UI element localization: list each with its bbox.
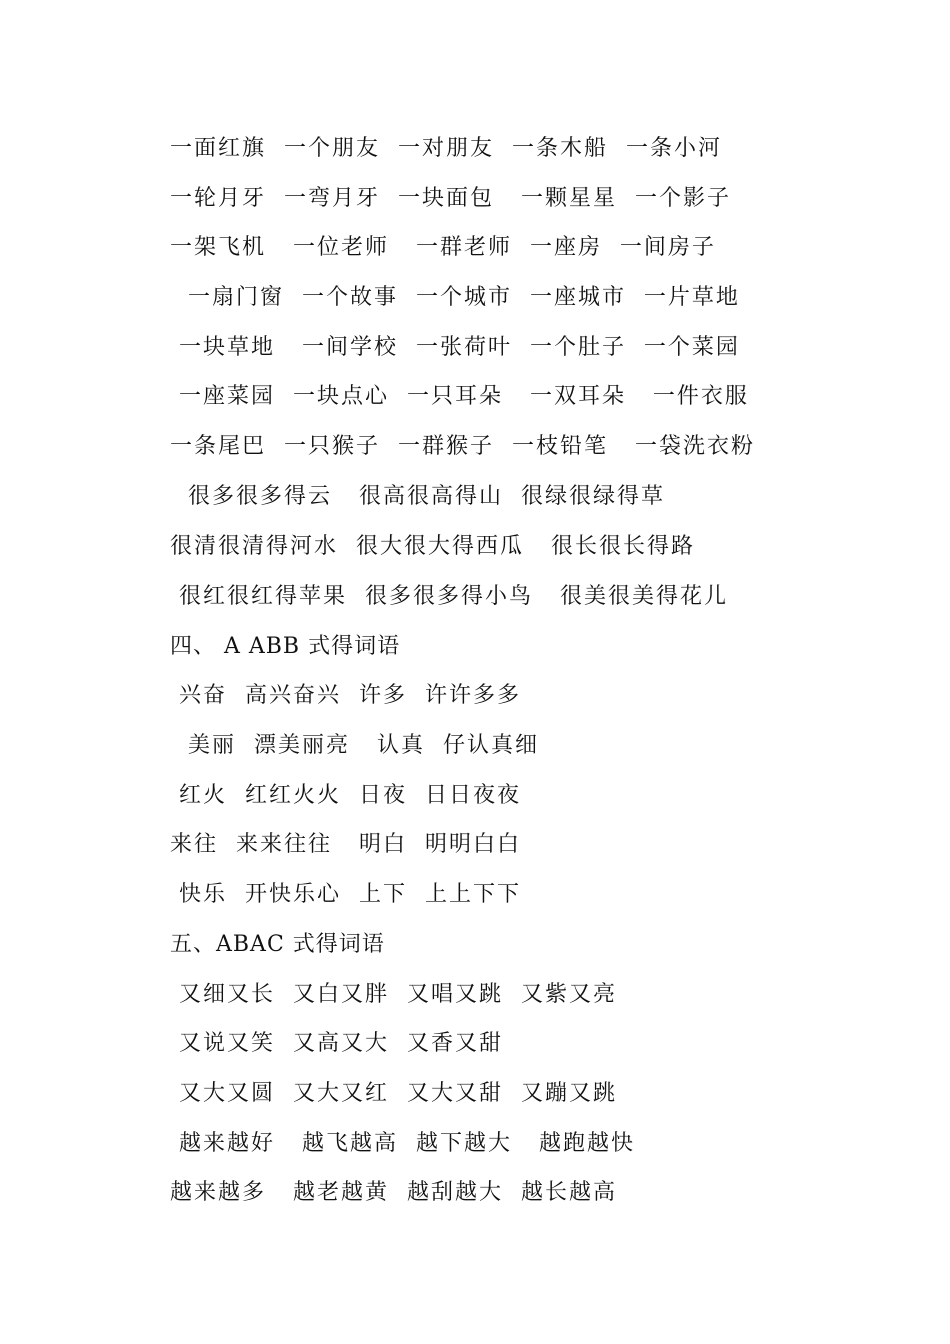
text-line: 很清很清得河水 很大很大得西瓜 很长很长得路 <box>170 534 695 559</box>
text-line: 一座菜园 一块点心 一只耳朵 一双耳朵 一件衣服 <box>170 384 749 409</box>
text-line: 一条尾巴 一只猴子 一群猴子 一枝铅笔 一袋洗衣粉 <box>170 434 755 459</box>
text-line: 来往 来来往往 明白 明明白白 <box>170 832 521 857</box>
text-line: 快乐 开快乐心 上下 上上下下 <box>170 882 521 907</box>
text-line: 很多很多得云 很高很高得山 很绿很绿得草 <box>170 484 665 509</box>
text-line: 红火 红红火火 日夜 日日夜夜 <box>170 783 521 808</box>
text-line: 越来越多 越老越黄 越刮越大 越长越高 <box>170 1180 617 1205</box>
text-line: 很红很红得苹果 很多很多得小鸟 很美很美得花儿 <box>170 584 728 609</box>
text-line: 又大又圆 又大又红 又大又甜 又蹦又跳 <box>170 1081 617 1106</box>
section-heading-abb: 四、 A ABB 式得词语 <box>170 634 401 659</box>
text-line: 一架飞机 一位老师 一群老师 一座房 一间房子 <box>170 235 716 260</box>
text-line: 一轮月牙 一弯月牙 一块面包 一颗星星 一个影子 <box>170 186 731 211</box>
text-line: 越来越好 越飞越高 越下越大 越跑越快 <box>170 1131 635 1156</box>
text-line: 一块草地 一间学校 一张荷叶 一个肚子 一个菜园 <box>170 335 740 360</box>
text-line: 又细又长 又白又胖 又唱又跳 又紫又亮 <box>170 982 617 1007</box>
section-heading-abac: 五、ABAC 式得词语 <box>170 932 385 957</box>
text-line: 又说又笑 又高又大 又香又甜 <box>170 1031 503 1056</box>
text-line: 一面红旗 一个朋友 一对朋友 一条木船 一条小河 <box>170 136 722 161</box>
text-line: 一扇门窗 一个故事 一个城市 一座城市 一片草地 <box>170 285 740 310</box>
text-line: 美丽 漂美丽亮 认真 仔认真细 <box>170 733 539 758</box>
text-line: 兴奋 高兴奋兴 许多 许许多多 <box>170 683 521 708</box>
